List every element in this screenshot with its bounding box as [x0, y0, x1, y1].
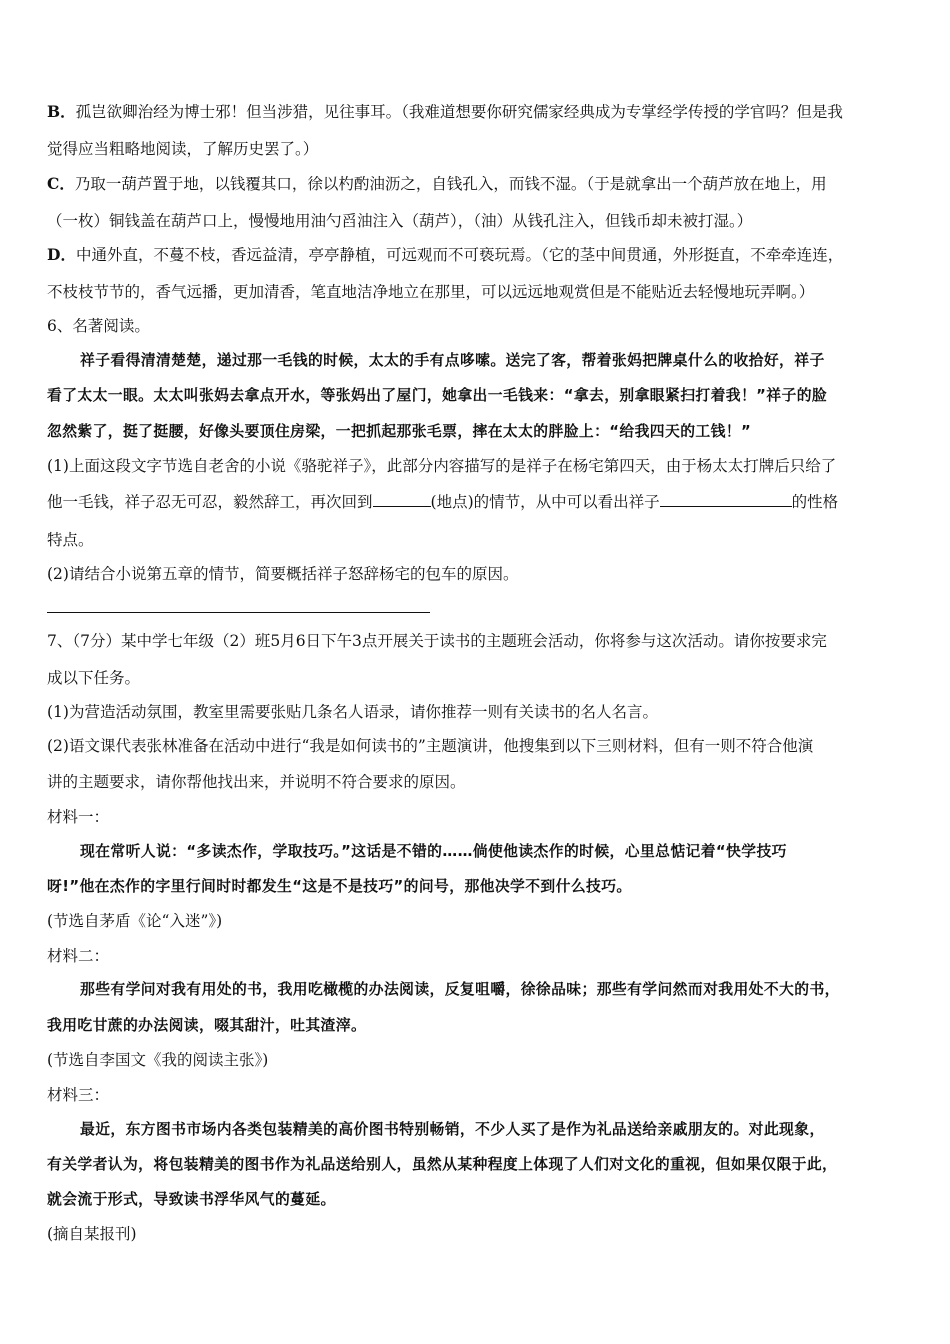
- q6-sub1-line-2: [47, 492, 838, 512]
- q7-sub2-line-2: 讲的主题要求，请你帮他找出来，并说明不符合要求的原因。: [47, 773, 466, 791]
- q6-passage-line-3: 忽然紫了，挺了挺腰，好像头要顶住房梁，一把抓起那张毛票，摔在太太的胖脸上：“给我四天的工钱！”: [47, 423, 752, 440]
- material-3-line-1: 最近，东方图书市场内各类包装精美的高价图书特别畅销，不少人买了是作为礼品送给亲戚朋友的。对此现象，: [80, 1121, 825, 1138]
- option-b-label: B．: [47, 102, 76, 121]
- option-b: [47, 102, 843, 122]
- material-3-source: (摘自某报刊): [47, 1225, 137, 1243]
- option-d: [47, 245, 843, 265]
- material-1-line-1: 现在常听人说：“多读杰作，学取技巧。”这话是不错的……倘使他读杰作的时候，心里总惦记着“快学技巧: [80, 843, 787, 860]
- option-b-continuation: 觉得应当粗略地阅读，了解历史罢了。）: [47, 140, 319, 158]
- material-3-line-3: 就会流于形式，导致读书浮华风气的蔓延。: [47, 1191, 336, 1208]
- q7-line-2: 成以下任务。: [47, 669, 141, 687]
- material-3-title: 材料三：: [47, 1086, 110, 1104]
- material-3-line-2: 有关学者认为，将包装精美的图书作为礼品送给别人，虽然从某种程度上体现了人们对文化的重视，但如果仅限于此，: [47, 1156, 838, 1173]
- location-answer-blank[interactable]: [373, 492, 431, 507]
- option-c: [47, 174, 827, 194]
- material-2-title: 材料二：: [47, 947, 110, 965]
- q6-heading: 6、名著阅读。: [47, 317, 150, 335]
- material-1-source: (节选自茅盾《论“入迷”》): [47, 912, 223, 930]
- q7-sub1: (1)为营造活动氛围，教室里需要张贴几条名人语录，请你推荐一则有关读书的名人名言。: [47, 703, 658, 721]
- q6-sub1-line-3: 特点。: [47, 531, 94, 549]
- q7-sub2-line-1: (2)语文课代表张林准备在活动中进行“我是如何读书的”主题演讲，他搜集到以下三则材料，但有一则不符合他演: [47, 737, 814, 755]
- q6-sub1-text-pre: 他一毛钱，祥子忍无可忍，毅然辞工，再次回到: [47, 493, 373, 511]
- q6-sub1-text-mid: (地点)的情节，从中可以看出祥子: [430, 493, 660, 511]
- q7-line-1: 7、（7分）某中学七年级（2）班5月6日下午3点开展关于读书的主题班会活动，你将参与这次活动。请你按要求完: [47, 632, 827, 650]
- q6-sub1-text-post: 的性格: [791, 493, 839, 511]
- q6-passage-line-2: 看了太太一眼。太太叫张妈去拿点开水，等张妈出了屋门，她拿出一毛钱来：“拿去，别拿眼紧扫打着我！”祥子的脸: [47, 387, 828, 404]
- option-d-text: 中通外直，不蔓不枝，香远益清，亭亭静植，可远观而不可亵玩焉。（它的茎中间贯通，外形挺直，不牵牵连连，: [75, 246, 844, 264]
- option-d-continuation: 不枝枝节节的，香气远播，更加清香，笔直地洁净地立在那里，可以远远地观赏但是不能贴近去轻慢地玩弄啊。）: [47, 283, 815, 301]
- option-b-text: 孤岂欲卿治经为博士邪！但当涉猎，见往事耳。（我难道想要你研究儒家经典成为专掌经学传授的学官吗？但是我: [75, 103, 843, 121]
- option-d-label: D．: [47, 245, 76, 264]
- q6-answer-line[interactable]: [47, 612, 430, 613]
- material-2-source: (节选自李国文《我的阅读主张》): [47, 1051, 269, 1069]
- q6-sub2: (2)请结合小说第五章的情节，简要概括祥子怒辞杨宅的包车的原因。: [47, 565, 519, 583]
- q6-sub1-line-1: (1)上面这段文字节选自老舍的小说《骆驼祥子》，此部分内容描写的是祥子在杨宅第四天，由于杨太太打牌后只给了: [47, 457, 837, 475]
- material-2-line-2: 我用吃甘蔗的办法阅读，啜其甜汁，吐其渣滓。: [47, 1017, 367, 1034]
- material-1-line-2: 呀!”他在杰作的字里行间时时都发生“这是不是技巧”的问号，那他决学不到什么技巧。: [47, 878, 632, 895]
- option-c-continuation: （一枚）铜钱盖在葫芦口上，慢慢地用油勺舀油注入（葫芦），（油）从钱孔注入，但钱币却未被打湿。）: [47, 212, 753, 230]
- character-trait-answer-blank[interactable]: [660, 492, 792, 507]
- option-c-text: 乃取一葫芦置于地，以钱覆其口，徐以杓酌油沥之，自钱孔入，而钱不湿。（于是就拿出一个葫芦放在地上，用: [74, 175, 827, 193]
- option-c-label: C．: [47, 174, 75, 193]
- material-2-line-1: 那些有学问对我有用处的书，我用吃橄榄的办法阅读，反复咀嚼，徐徐品味；那些有学问然而对我用处不大的书，: [80, 981, 840, 998]
- q6-passage-line-1: 祥子看得清清楚楚，递过那一毛钱的时候，太太的手有点哆嗦。送完了客，帮着张妈把牌桌什么的收拾好，祥子: [80, 352, 825, 369]
- material-1-title: 材料一：: [47, 808, 110, 826]
